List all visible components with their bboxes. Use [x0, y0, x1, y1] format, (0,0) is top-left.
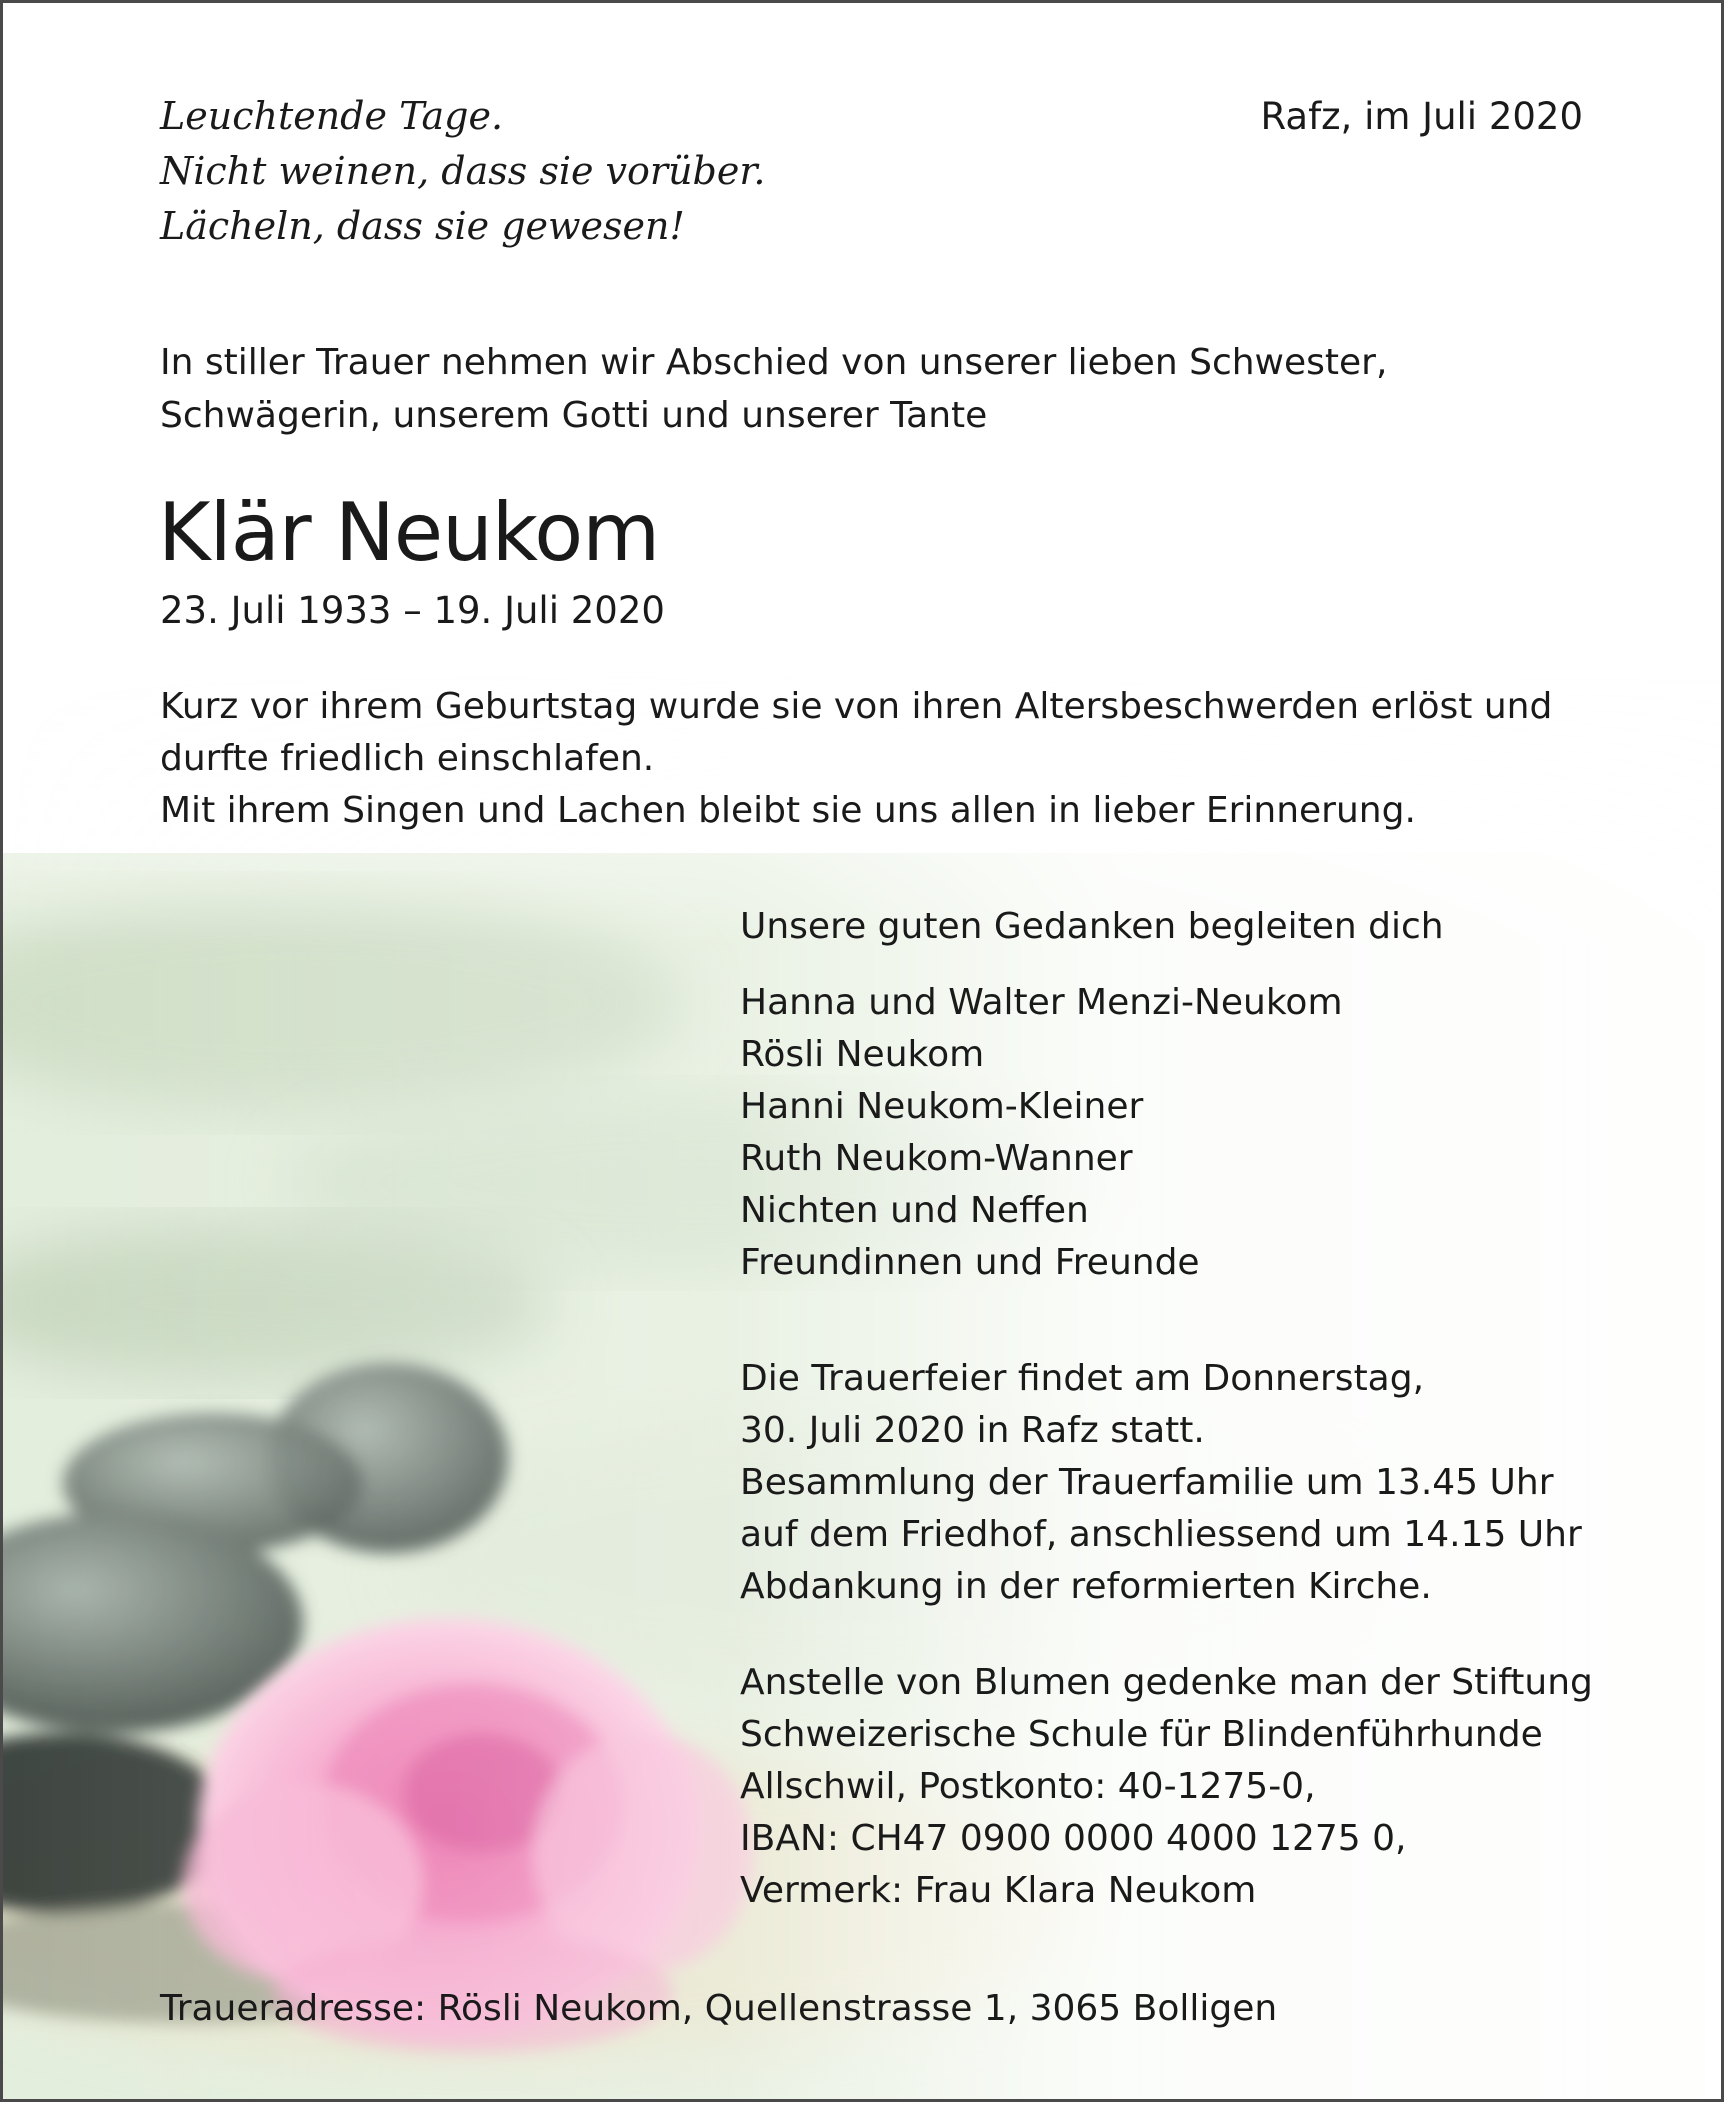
- motto-line: Lächeln, dass sie gewesen!: [160, 204, 685, 248]
- ceremony-line: Abdankung in der reformierten Kirche.: [740, 1566, 1432, 1607]
- motto-line: Nicht weinen, dass sie vorüber.: [160, 149, 766, 193]
- motto-verse: [160, 89, 765, 254]
- donation-line: Allschwil, Postkonto: 40-1275-0,: [740, 1766, 1316, 1807]
- family-member: Nichten und Neffen: [740, 1190, 1089, 1231]
- family-member: Hanna und Walter Menzi-Neukom: [740, 982, 1343, 1023]
- family-member: Hanni Neukom-Kleiner: [740, 1086, 1144, 1127]
- message-line: durfte friedlich einschlafen.: [160, 738, 655, 779]
- lifespan-dates: 23. Juli 1933 – 19. Juli 2020: [160, 589, 665, 632]
- intro-line: Schwägerin, unserem Gotti und unserer Tante: [160, 395, 988, 436]
- family-member: Freundinnen und Freunde: [740, 1242, 1200, 1283]
- message-line: Kurz vor ihrem Geburtstag wurde sie von ihren Altersbeschwerden erlöst und: [160, 686, 1553, 727]
- ceremony-info: [740, 1353, 1582, 1613]
- intro-text: [160, 336, 1387, 442]
- ceremony-line: 30. Juli 2020 in Rafz statt.: [740, 1410, 1205, 1451]
- motto-line: Leuchtende Tage.: [160, 94, 504, 138]
- message-paragraph: [160, 681, 1552, 837]
- ceremony-line: Besammlung der Trauerfamilie um 13.45 Uhr: [740, 1462, 1554, 1503]
- donation-line: Anstelle von Blumen gedenke man der Stiftung: [740, 1662, 1593, 1703]
- ceremony-line: Die Trauerfeier findet am Donnerstag,: [740, 1358, 1425, 1399]
- family-member: Rösli Neukom: [740, 1034, 985, 1075]
- deceased-name: Klär Neukom: [158, 486, 660, 579]
- intro-line: In stiller Trauer nehmen wir Abschied von unserer lieben Schwester,: [160, 342, 1388, 383]
- family-list: [740, 977, 1343, 1289]
- thoughts-line: Unsere guten Gedanken begleiten dich: [740, 906, 1444, 947]
- mourning-address: Traueradresse: Rösli Neukom, Quellenstrasse 1, 3065 Bolligen: [160, 1988, 1278, 2029]
- ceremony-line: auf dem Friedhof, anschliessend um 14.15 Uhr: [740, 1514, 1582, 1555]
- donation-info: [740, 1657, 1593, 1917]
- family-member: Ruth Neukom-Wanner: [740, 1138, 1133, 1179]
- donation-line: Schweizerische Schule für Blindenführhunde: [740, 1714, 1543, 1755]
- message-line: Mit ihrem Singen und Lachen bleibt sie uns allen in lieber Erinnerung.: [160, 790, 1416, 831]
- donation-line: Vermerk: Frau Klara Neukom: [740, 1870, 1257, 1911]
- donation-line: IBAN: CH47 0900 0000 4000 1275 0,: [740, 1818, 1407, 1859]
- place-date: Rafz, im Juli 2020: [1260, 95, 1583, 138]
